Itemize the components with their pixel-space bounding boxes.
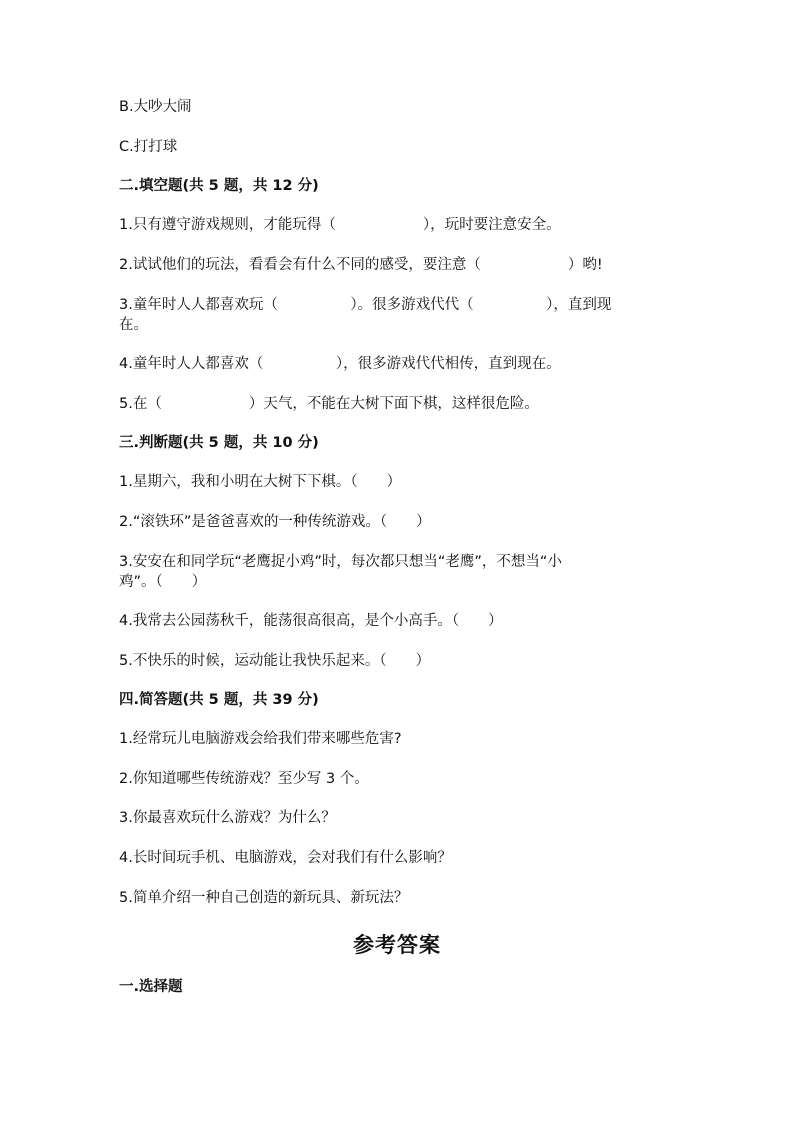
option-c: C.打打球 xyxy=(119,139,178,155)
fill-in-question-2: 2.试试他们的玩法，看看会有什么不同的感受，要注意（ ）哟! xyxy=(119,257,603,273)
short-answer-question-4: 4.长时间玩手机、电脑游戏，会对我们有什么影响？ xyxy=(119,850,452,866)
fill-in-question-3-line-2: 在。 xyxy=(119,317,148,333)
true-false-question-4: 4.我常去公园荡秋千，能荡很高很高，是个小高手。（ ） xyxy=(119,613,503,629)
fill-in-question-3-line-1: 3.童年时人人都喜欢玩（ ）。很多游戏代代（ ），直到现 xyxy=(119,297,612,313)
fill-in-question-5: 5.在（ ）天气，不能在大树下面下棋，这样很危险。 xyxy=(119,396,539,412)
short-answer-question-2: 2.你知道哪些传统游戏？至少写 3 个。 xyxy=(119,771,369,787)
short-answer-question-5: 5.简单介绍一种自己创造的新玩具、新玩法？ xyxy=(119,890,409,906)
true-false-question-5: 5.不快乐的时候，运动能让我快乐起来。（ ） xyxy=(119,653,431,669)
answer-section-choice-title: 一.选择题 xyxy=(119,979,183,995)
section-fill-in-title: 二.填空题(共 5 题，共 12 分) xyxy=(119,178,319,194)
option-b: B.大吵大闹 xyxy=(119,99,192,115)
fill-in-question-1: 1.只有遵守游戏规则，才能玩得（ ），玩时要注意安全。 xyxy=(119,217,561,233)
answer-key-title: 参考答案 xyxy=(353,932,441,957)
fill-in-question-4: 4.童年时人人都喜欢（ ），很多游戏代代相传，直到现在。 xyxy=(119,356,561,372)
section-short-answer-title: 四.简答题(共 5 题，共 39 分) xyxy=(119,692,319,708)
true-false-question-2: 2.“滚铁环”是爸爸喜欢的一种传统游戏。（ ） xyxy=(119,514,431,530)
short-answer-question-3: 3.你最喜欢玩什么游戏？为什么？ xyxy=(119,810,336,826)
true-false-question-1: 1.星期六，我和小明在大树下下棋。（ ） xyxy=(119,474,402,490)
true-false-question-3-line-1: 3.安安在和同学玩“老鹰捉小鸡”时，每次都只想当“老鹰”，不想当“小 xyxy=(119,554,562,570)
true-false-question-3-line-2: 鸡”。（ ） xyxy=(119,574,207,590)
section-true-false-title: 三.判断题(共 5 题，共 10 分) xyxy=(119,435,319,451)
short-answer-question-1: 1.经常玩儿电脑游戏会给我们带来哪些危害? xyxy=(119,731,402,747)
